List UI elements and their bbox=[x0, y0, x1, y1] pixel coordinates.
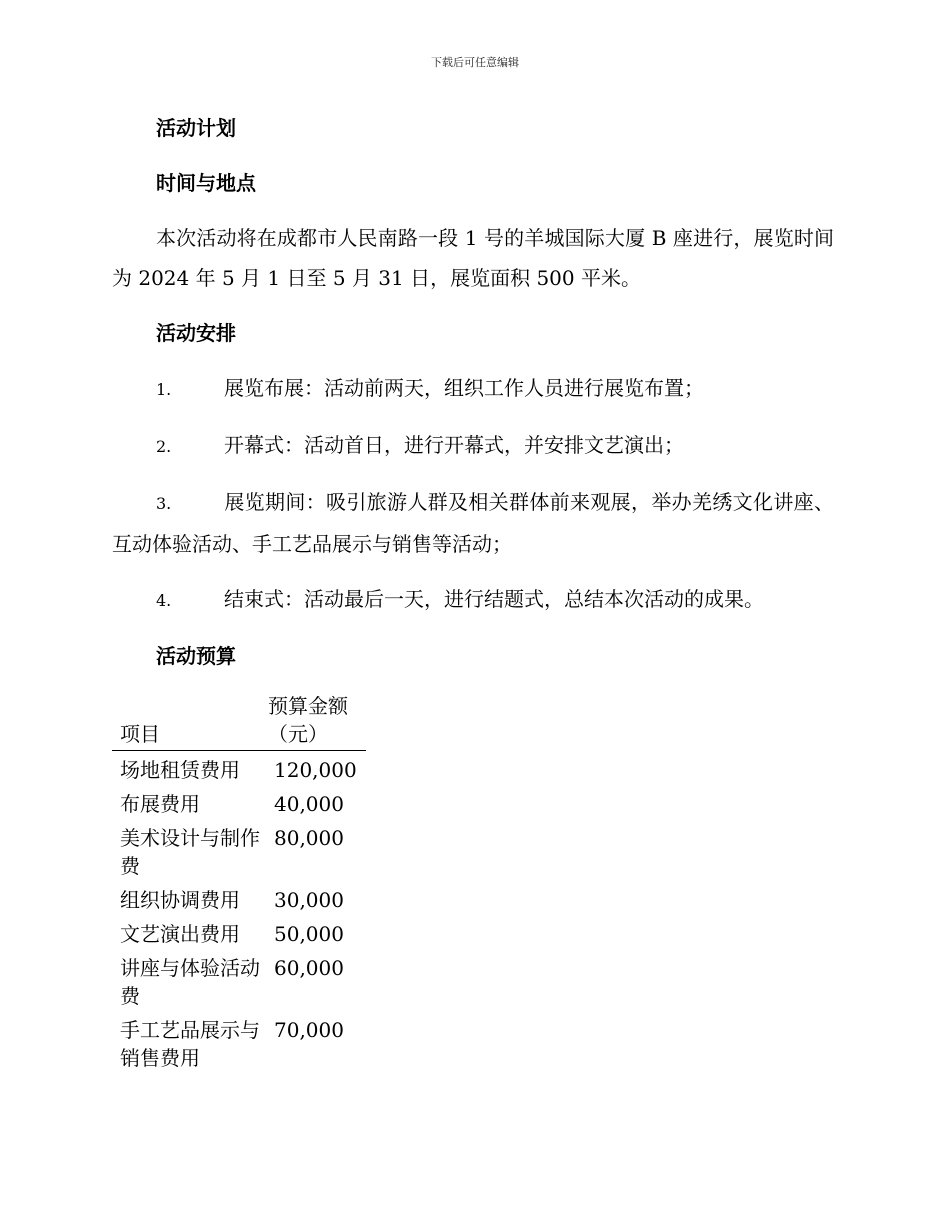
cell-amount: 40,000 bbox=[274, 792, 344, 816]
list-number: 2. bbox=[156, 437, 172, 456]
heading-activity-plan: 活动计划 bbox=[156, 116, 236, 140]
cell-item: 文艺演出费用 bbox=[120, 922, 240, 946]
table-header-item: 项目 bbox=[112, 692, 266, 751]
cell-item: 手工艺品展示与销售费用 bbox=[120, 1018, 260, 1070]
cell-item: 布展费用 bbox=[120, 792, 200, 816]
arrangement-item bbox=[112, 482, 834, 564]
arrangement-item bbox=[112, 425, 834, 467]
table-row bbox=[112, 917, 366, 951]
paragraph-time-place: 本次活动将在成都市人民南路一段 1 号的羊城国际大厦 B 座进行，展览时间为 2024 年 5 月 1 日至 5 月 31 日，展览面积 500 平米。 bbox=[112, 226, 834, 290]
list-text: 展览期间：吸引旅游人群及相关群体前来观展，举办羌绣文化讲座、互动体验活动、手工艺品展示与销售等活动； bbox=[112, 490, 834, 556]
arrangement-item bbox=[112, 579, 834, 621]
cell-amount: 60,000 bbox=[274, 956, 344, 980]
document-body bbox=[112, 108, 834, 676]
cell-item: 场地租赁费用 bbox=[120, 758, 240, 782]
table-row bbox=[112, 951, 366, 1013]
list-text: 开幕式：活动首日，进行开幕式，并安排文艺演出； bbox=[224, 433, 684, 457]
cell-amount: 70,000 bbox=[274, 1018, 344, 1042]
table-header-amount: 预算金额（元） bbox=[266, 692, 366, 751]
list-text: 结束式：活动最后一天，进行结题式，总结本次活动的成果。 bbox=[224, 587, 764, 611]
list-number: 1. bbox=[156, 380, 172, 399]
list-text: 展览布展：活动前两天，组织工作人员进行展览布置； bbox=[224, 376, 704, 400]
cell-amount: 80,000 bbox=[274, 826, 344, 850]
heading-time-place: 时间与地点 bbox=[156, 171, 256, 195]
table-row bbox=[112, 1013, 366, 1075]
list-number: 3. bbox=[156, 494, 172, 513]
table-row bbox=[112, 751, 366, 788]
list-number: 4. bbox=[156, 591, 172, 610]
table-row bbox=[112, 821, 366, 883]
cell-item: 组织协调费用 bbox=[120, 888, 240, 912]
page-header-note: 下载后可任意编辑 bbox=[431, 56, 519, 69]
cell-item: 讲座与体验活动费 bbox=[120, 956, 260, 1008]
table-row bbox=[112, 883, 366, 917]
heading-budget: 活动预算 bbox=[156, 644, 236, 668]
arrangement-item bbox=[112, 368, 834, 410]
heading-arrangement: 活动安排 bbox=[156, 321, 236, 345]
cell-item: 美术设计与制作费 bbox=[120, 826, 260, 878]
cell-amount: 120,000 bbox=[274, 758, 357, 782]
budget-table bbox=[112, 692, 366, 1075]
cell-amount: 50,000 bbox=[274, 922, 344, 946]
table-row bbox=[112, 787, 366, 821]
cell-amount: 30,000 bbox=[274, 888, 344, 912]
